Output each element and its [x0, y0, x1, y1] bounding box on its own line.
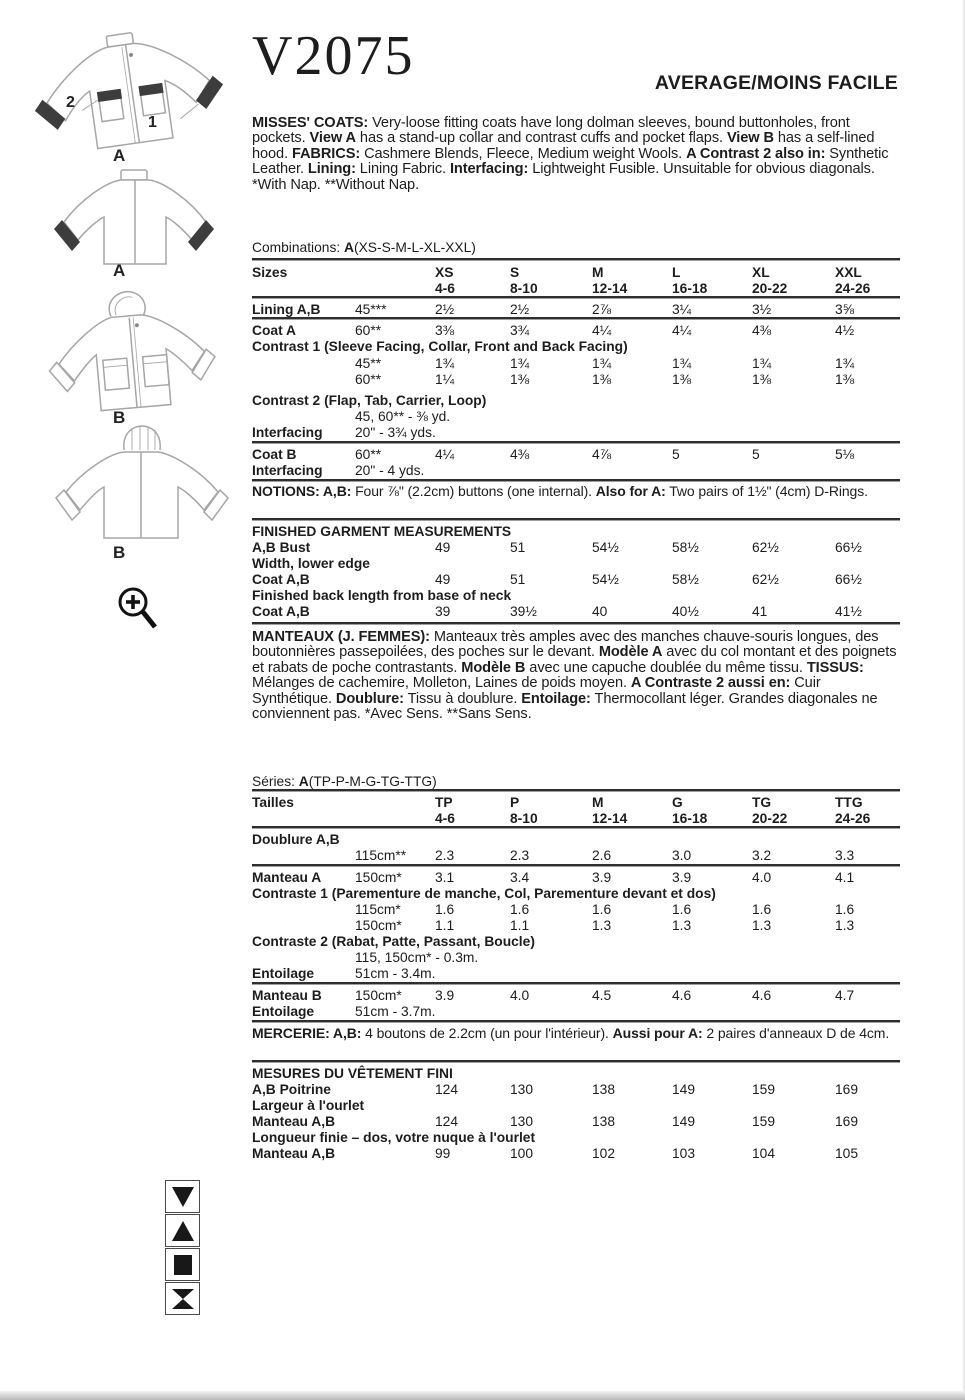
table-cell: 5⅛: [835, 447, 855, 462]
table-cell: 3.3: [835, 848, 855, 863]
table-cell: 2.3: [435, 848, 455, 863]
table-cell: 4.5: [592, 988, 612, 1003]
table-cell: 1⅜: [510, 372, 530, 387]
table-cell: 1¾: [752, 356, 772, 371]
text-segment: Modèle A: [598, 644, 663, 661]
table-rule: [252, 296, 900, 299]
table-cell: 138: [592, 1114, 616, 1129]
table-cell: 99: [435, 1146, 451, 1161]
table-cell: 49: [435, 572, 451, 587]
view-a-back-caption: A: [113, 261, 126, 280]
notions-paragraph: [252, 484, 900, 499]
text-segment: A Contrast 2 also in:: [686, 145, 826, 162]
table-cell: 66½: [835, 540, 862, 555]
table-cell: 62½: [752, 572, 779, 587]
table-cell: 20-22: [752, 811, 788, 826]
contraste2-heading: Contraste 2 (Rabat, Patte, Passant, Boucle): [252, 934, 535, 949]
contraste2-note: 115, 150cm* - 0.3m.: [355, 950, 479, 965]
table-cell: 3.9: [592, 870, 612, 885]
table-cell: XL: [752, 265, 770, 280]
main-text-column: [252, 0, 900, 1400]
view-a-back-sketch: [54, 166, 214, 270]
text-segment: View A: [309, 130, 356, 147]
table-cell: 1.6: [752, 902, 772, 917]
table-cell: 169: [835, 1082, 859, 1097]
contraste1-heading: Contraste 1 (Parementure de manche, Col, Parementure devant et dos): [252, 886, 716, 901]
table-cell: M: [592, 795, 604, 810]
table-cell: 2½: [510, 302, 530, 317]
mvf-heading: MESURES DU VÊTEMENT FINI: [252, 1066, 453, 1081]
table-cell: 12-14: [592, 281, 628, 296]
longueur-heading: Longueur finie – dos, votre nuque à l'ourlet: [252, 1130, 536, 1145]
text-segment: Manteaux très amples avec des manches chauve-souris longues, des boutonnières passepoilées, des poches sur le devant.: [252, 629, 879, 661]
table-cell: 104: [752, 1146, 776, 1161]
text-segment: Two pairs of 1½" (4cm) D-Rings.: [665, 483, 868, 499]
table-cell: 51: [510, 540, 526, 555]
table-cell: 8-10: [510, 281, 538, 296]
table-cell: 159: [752, 1114, 776, 1129]
table-cell: TP: [435, 795, 453, 810]
size-range-row: [252, 281, 900, 296]
table-cell: 41: [752, 604, 768, 619]
table-rule: [252, 1020, 900, 1023]
table-cell: 1.3: [835, 918, 855, 933]
text-segment: Interfacing:: [449, 161, 529, 178]
row-manteau-ab-longueur: Manteau A,B 99 100 102 103 104 105: [252, 1146, 900, 1161]
view-b-back-caption: B: [113, 543, 126, 562]
table-cell: 169: [835, 1114, 859, 1129]
row-manteau-a: Manteau A 150cm* 3.1 3.4 3.9 3.9 4.0 4.1: [252, 870, 900, 885]
table-cell: 1¼: [435, 372, 455, 387]
row-poitrine: A,B Poitrine 124 130 138 149 159 169: [252, 1082, 900, 1097]
table-cell: 3.2: [752, 848, 772, 863]
table-rule: [252, 789, 900, 792]
registration-triangle-down-icon: [165, 1180, 200, 1213]
row-coat-a: Coat A 60** 3⅜ 3¾ 4¼ 4¼ 4⅜ 4½: [252, 323, 900, 338]
table-cell: 149: [672, 1114, 696, 1129]
text-segment: Séries:: [252, 774, 299, 789]
table-cell: 1.1: [435, 918, 455, 933]
table-cell: 4.6: [752, 988, 772, 1003]
table-cell: 4½: [835, 323, 855, 338]
table-cell: 4⅜: [510, 447, 530, 462]
table-cell: 4.7: [835, 988, 855, 1003]
text-segment: Thermocollant léger. Grandes diagonales ne conviennent pas. *Avec Sens. **Sans Sens.: [252, 690, 878, 723]
text-segment: View B: [726, 130, 774, 147]
table-cell: 2⅞: [592, 302, 612, 317]
table-cell: 130: [510, 1082, 534, 1097]
table-cell: 4-6: [435, 811, 455, 826]
table-cell: 49: [435, 540, 451, 555]
doublure-heading: Doublure A,B: [252, 832, 340, 847]
table-cell: 4.0: [510, 988, 530, 1003]
row-contraste1-115: 115cm* 1.6 1.6 1.6 1.6 1.6 1.6: [252, 902, 900, 917]
table-rule: [252, 258, 900, 261]
table-rule: [252, 479, 900, 482]
table-cell: 5: [752, 447, 760, 462]
table-cell: 4.1: [835, 870, 855, 885]
text-segment: MERCERIE: A,B:: [252, 1025, 362, 1041]
row-interfacing-1: Interfacing 20" - 3¾ yds.: [252, 425, 436, 440]
table-cell: 1¾: [592, 356, 612, 371]
table-cell: 130: [510, 1114, 534, 1129]
view-b-front-caption: B: [113, 408, 126, 427]
table-cell: 149: [672, 1082, 696, 1097]
table-cell: 8-10: [510, 811, 538, 826]
text-segment: TISSUS:: [806, 659, 864, 676]
text-segment: Modèle B: [461, 659, 526, 676]
text-segment: has a self-lined hood.: [252, 130, 875, 162]
registration-hourglass-icon: [165, 1282, 200, 1315]
text-segment: MANTEAUX (J. FEMMES):: [252, 629, 430, 645]
table-cell: 2½: [435, 302, 455, 317]
row-manteau-ab-largeur: Manteau A,B 124 130 138 149 159 169: [252, 1114, 900, 1129]
text-segment: Doublure:: [335, 690, 404, 707]
mercerie-paragraph: [252, 1026, 900, 1041]
table-cell: 1¾: [672, 356, 692, 371]
table-cell: 4¼: [592, 323, 612, 338]
table-cell: P: [510, 795, 520, 810]
table-cell: 4.6: [672, 988, 692, 1003]
table-cell: 4¼: [672, 323, 692, 338]
table-cell: 124: [435, 1082, 459, 1097]
table-cell: 1⅜: [672, 372, 692, 387]
table-cell: 5: [672, 447, 680, 462]
text-segment: Aussi pour A:: [612, 1025, 703, 1041]
table-cell: 3⅝: [835, 302, 855, 317]
text-segment: A: [344, 240, 354, 255]
row-contraste1-150: 150cm* 1.1 1.1 1.3 1.3 1.3 1.3: [252, 918, 900, 933]
table-cell: 54½: [592, 540, 619, 555]
table-cell: 124: [435, 1114, 459, 1129]
fgm-heading: FINISHED GARMENT MEASUREMENTS: [252, 524, 512, 539]
table-cell: 3¾: [510, 323, 530, 338]
text-segment: avec du col montant et des poignets et rabats de poche contrastants.: [252, 644, 897, 676]
description-french: [252, 630, 900, 722]
table-cell: 1¾: [510, 356, 530, 371]
table-cell: 3¼: [672, 302, 692, 317]
table-cell: 62½: [752, 540, 779, 555]
text-segment: NOTIONS: A,B:: [252, 483, 352, 499]
table-cell: 1.6: [592, 902, 612, 917]
table-rule: [252, 518, 900, 521]
size-header-row: Sizes XS S M L XL XXL: [252, 265, 900, 280]
table-cell: 3.0: [672, 848, 692, 863]
view-b-front-sketch: [44, 288, 214, 412]
table-rule: [252, 826, 900, 829]
series-line: [252, 774, 900, 789]
row-bust: A,B Bust 49 51 54½ 58½ 62½ 66½: [252, 540, 900, 555]
table-cell: 66½: [835, 572, 862, 587]
row-coat-ab-length: Coat A,B 39 39½ 40 40½ 41 41½: [252, 604, 900, 619]
registration-triangle-up-icon: [165, 1214, 200, 1247]
table-cell: 20-22: [752, 281, 788, 296]
table-cell: 39½: [510, 604, 537, 619]
text-segment: Cashmere Blends, Fleece, Medium weight Wools.: [360, 145, 687, 162]
tailles-range-row: [252, 811, 900, 826]
table-cell: 1⅜: [835, 372, 855, 387]
table-cell: 40: [592, 604, 608, 619]
back-length-heading: Finished back length from base of neck: [252, 588, 512, 603]
table-cell: TTG: [835, 795, 863, 810]
text-segment: Combinations:: [252, 240, 345, 255]
text-segment: Entoilage:: [521, 690, 591, 707]
table-rule: [252, 1060, 900, 1063]
table-cell: 138: [592, 1082, 616, 1097]
table-cell: 16-18: [672, 811, 708, 826]
table-cell: 58½: [672, 540, 699, 555]
table-cell: 4.0: [752, 870, 772, 885]
text-segment: 2 paires d'anneaux D de 4cm.: [702, 1025, 890, 1041]
table-cell: 3½: [752, 302, 772, 317]
table-cell: 3.4: [510, 870, 530, 885]
view-a-front-caption: A: [113, 146, 126, 165]
text-segment: A: [298, 774, 309, 789]
table-cell: 4⅞: [592, 447, 612, 462]
text-segment: has a stand-up collar and contrast cuffs and pocket flaps.: [355, 130, 727, 147]
text-segment: (TP-P-M-G-TG-TTG): [308, 774, 437, 789]
table-cell: 24-26: [835, 281, 871, 296]
table-cell: TG: [752, 795, 772, 810]
table-cell: 3.9: [672, 870, 692, 885]
table-cell: 3⅜: [435, 323, 455, 338]
table-cell: 159: [752, 1082, 776, 1097]
print-registration-marks: [165, 1180, 202, 1316]
table-cell: 1.3: [672, 918, 692, 933]
difficulty-rating: AVERAGE/MOINS FACILE: [654, 72, 898, 94]
text-segment: Four ⅞" (2.2cm) buttons (one internal).: [351, 483, 596, 499]
table-cell: S: [510, 265, 520, 280]
view-b-back-sketch: [52, 424, 232, 544]
contrast1-heading: Contrast 1 (Sleeve Facing, Collar, Front and Back Facing): [252, 339, 628, 354]
table-cell: 1.6: [835, 902, 855, 917]
text-segment: Very-loose fitting coats have long dolman sleeves, bound buttonholes, front pockets.: [252, 115, 850, 147]
table-cell: 1.3: [592, 918, 612, 933]
table-cell: 1.6: [672, 902, 692, 917]
callout-2: 2: [66, 94, 75, 111]
table-cell: 2.6: [592, 848, 612, 863]
row-lining: Lining A,B 45*** 2½ 2½ 2⅞ 3¼ 3½ 3⅝: [252, 302, 900, 317]
row-doublure-115: 115cm** 2.3 2.3 2.6 3.0 3.2 3.3: [252, 848, 900, 863]
table-cell: 24-26: [835, 811, 871, 826]
table-cell: 3.9: [435, 988, 455, 1003]
text-segment: Tissu à doublure.: [403, 690, 522, 707]
contrast2-note: 45, 60** - ⅜ yd.: [355, 409, 451, 424]
text-segment: Also for A:: [595, 483, 666, 499]
photo-edge-bottom: [0, 1391, 965, 1400]
table-cell: 1.1: [510, 918, 530, 933]
table-cell: XXL: [835, 265, 862, 280]
row-entoilage-2: Entoilage 51cm - 3.7m.: [252, 1004, 436, 1019]
table-cell: 1.6: [435, 902, 455, 917]
table-cell: 58½: [672, 572, 699, 587]
text-segment: avec une capuche doublée du même tissu.: [525, 659, 807, 676]
text-segment: Mélanges de cachemire, Molleton, Laines de poids moyen.: [252, 675, 631, 692]
table-cell: 1⅜: [592, 372, 612, 387]
table-cell: G: [672, 795, 683, 810]
row-coat-ab-width: Coat A,B 49 51 54½ 58½ 62½ 66½: [252, 572, 900, 587]
row-coat-b: Coat B 60** 4¼ 4⅜ 4⅞ 5 5 5⅛: [252, 447, 900, 462]
table-cell: M: [592, 265, 604, 280]
text-segment: (XS-S-M-L-XL-XXL): [354, 240, 476, 255]
width-lower-edge-heading: Width, lower edge: [252, 556, 370, 571]
table-cell: 41½: [835, 604, 862, 619]
table-cell: 2.3: [510, 848, 530, 863]
row-contrast1-60: 60** 1¼ 1⅜ 1⅜ 1⅜ 1⅜ 1⅜: [252, 372, 900, 387]
table-rule: [252, 622, 900, 625]
table-cell: 3.1: [435, 870, 455, 885]
text-segment: 4 boutons de 2.2cm (un pour l'intérieur).: [361, 1025, 613, 1041]
row-interfacing-2: Interfacing 20" - 4 yds.: [252, 463, 425, 478]
text-segment: A Contraste 2 aussi en:: [630, 675, 791, 692]
table-rule: [252, 317, 900, 320]
table-cell: 54½: [592, 572, 619, 587]
text-segment: Synthetic Leather.: [252, 145, 889, 178]
table-cell: 1¾: [835, 356, 855, 371]
table-cell: 1.3: [752, 918, 772, 933]
table-cell: 4⅜: [752, 323, 772, 338]
table-cell: 40½: [672, 604, 699, 619]
table-cell: 103: [672, 1146, 696, 1161]
combinations-line: [252, 240, 900, 255]
table-cell: XS: [435, 265, 454, 280]
text-segment: FABRICS:: [291, 145, 361, 162]
pattern-number: V2075: [252, 25, 415, 87]
table-cell: 1.6: [510, 902, 530, 917]
contrast2-heading: Contrast 2 (Flap, Tab, Carrier, Loop): [252, 393, 487, 408]
table-rule: [252, 982, 900, 985]
table-cell: 100: [510, 1146, 534, 1161]
tailles-header-row: Tailles TP P M G TG TTG: [252, 795, 900, 810]
text-segment: Lightweight Fusible. Unsuitable for obvious diagonals. *With Nap. **Without Nap.: [252, 161, 875, 193]
table-cell: 1¾: [435, 356, 455, 371]
table-cell: 16-18: [672, 281, 708, 296]
description-english: [252, 116, 900, 193]
table-cell: 51: [510, 572, 526, 587]
row-manteau-b: Manteau B 150cm* 3.9 4.0 4.5 4.6 4.6 4.7: [252, 988, 900, 1003]
table-cell: 4-6: [435, 281, 455, 296]
table-cell: 12-14: [592, 811, 628, 826]
largeur-heading: Largeur à l'ourlet: [252, 1098, 365, 1113]
text-segment: Lining Fabric.: [355, 161, 450, 178]
text-segment: Cuir Synthétique.: [252, 675, 821, 707]
table-rule: [252, 441, 900, 444]
text-segment: Lining:: [307, 161, 356, 178]
magnifier-zoom-icon: [114, 584, 160, 632]
table-cell: 1⅜: [752, 372, 772, 387]
table-cell: L: [672, 265, 681, 280]
registration-square-icon: [165, 1248, 200, 1281]
table-cell: 105: [835, 1146, 859, 1161]
text-segment: MISSES' COATS:: [252, 115, 373, 131]
table-rule: [252, 864, 900, 867]
table-cell: 39: [435, 604, 451, 619]
callout-1: 1: [148, 114, 157, 131]
table-cell: 4¼: [435, 447, 455, 462]
table-cell: 102: [592, 1146, 616, 1161]
view-a-front-sketch: [26, 26, 226, 158]
row-entoilage-1: Entoilage 51cm - 3.4m.: [252, 966, 436, 981]
row-contrast1-45: 45** 1¾ 1¾ 1¾ 1¾ 1¾ 1¾: [252, 356, 900, 371]
